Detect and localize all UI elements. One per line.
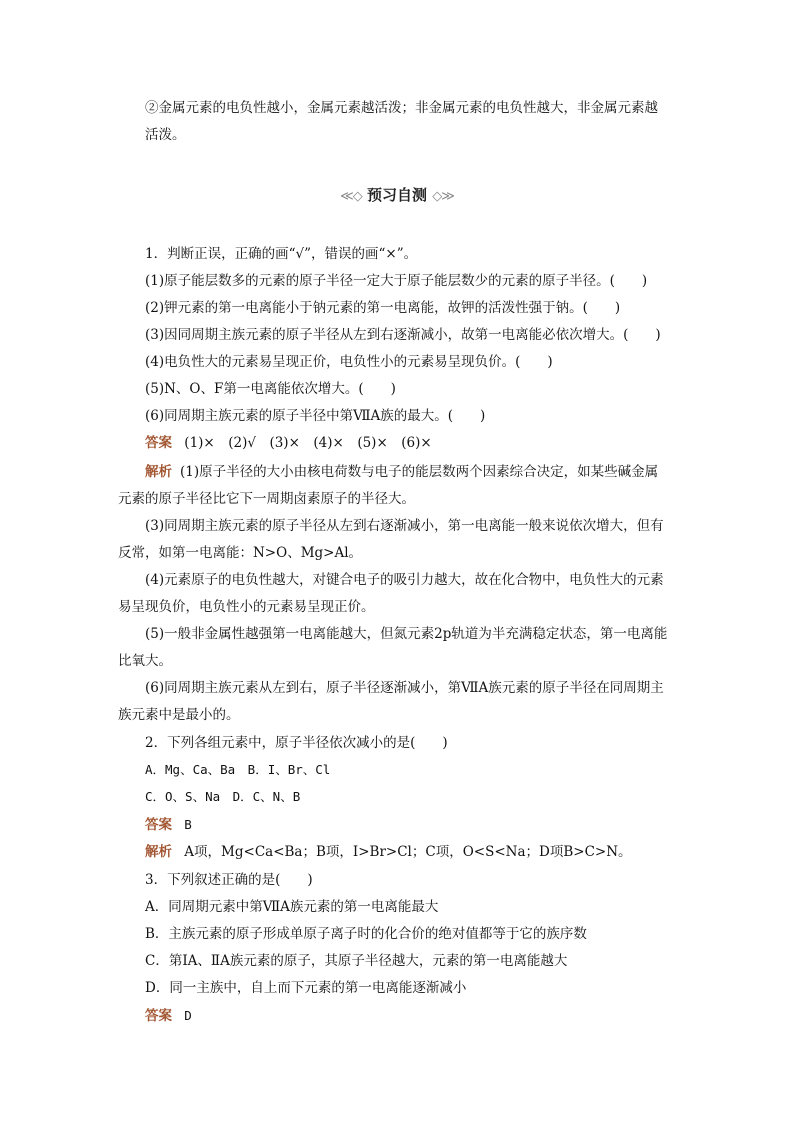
- q2-analysis-label: 解析: [145, 844, 172, 860]
- section-title: 预习自测: [366, 186, 427, 204]
- heading-left-decoration: ≪◇: [340, 189, 362, 204]
- q1-analysis-3-block: [118, 513, 668, 567]
- q2-answer-label: 答案: [145, 817, 172, 833]
- q1-analysis-1-block: [118, 459, 668, 513]
- q1-analysis-4-block: [118, 567, 668, 621]
- q1-analysis-6: (6)同周期主族元素从左到右，原子半径逐渐减小，第ⅦA族元素的原子半径在同周期主族元素中是最小的。: [118, 680, 664, 723]
- q1-analysis-3: (3)同周期主族元素的原子半径从左到右逐渐减小，第一电离能一般来说依次增大，但有反常，如第一电离能：N>O、Mg>Al。: [118, 518, 664, 561]
- q1-answer-row: [145, 433, 432, 453]
- q2-analysis-row: [145, 842, 632, 862]
- q2-answer-row: [145, 815, 192, 835]
- q1-item-3: (3)因同周期主族元素的原子半径从左到右逐渐减小，故第一电离能必依次增大。( ): [145, 327, 661, 343]
- q3-answer: D: [184, 1008, 192, 1023]
- section-heading: [0, 184, 794, 205]
- q2-options-line-2: C．O、S、Na D．C、N、B: [145, 789, 301, 804]
- q3-option-d: D．同一主族中，自上而下元素的第一电离能逐渐减小: [145, 980, 467, 996]
- q1-analysis-5: (5)一般非金属性越强第一电离能越大，但氮元素2p轨道为半充满稳定状态，第一电离能比氧大。: [118, 626, 668, 669]
- heading-right-decoration: ◇≫: [432, 189, 454, 204]
- q1-item-6: (6)同周期主族元素的原子半径中第ⅦA族的最大。( ): [145, 408, 486, 424]
- q3-answer-row: [145, 1006, 192, 1026]
- q1-analysis-label: 解析: [145, 464, 172, 480]
- q3-option-c: C．第ⅠA、ⅡA族元素的原子，其原子半径越大，元素的第一电离能越大: [145, 953, 568, 969]
- q1-item-1: (1)原子能层数多的元素的原子半径一定大于原子能层数少的元素的原子半径。( ): [145, 273, 648, 289]
- q3-option-a: A．同周期元素中第ⅦA族元素的第一电离能最大: [145, 899, 439, 915]
- q1-answer-label: 答案: [145, 435, 172, 451]
- q1-item-5: (5)N、O、F第一电离能依次增大。( ): [145, 381, 396, 397]
- q1-analysis-6-block: [118, 675, 668, 729]
- q2-answer: B: [184, 817, 192, 832]
- q2-stem: 2．下列各组元素中，原子半径依次减小的是( ): [145, 735, 448, 751]
- q3-option-b: B．主族元素的原子形成单原子离子时的化合价的绝对值都等于它的族序数: [145, 926, 587, 942]
- q1-stem: 1．判断正误，正确的画“√”，错误的画“×”。: [145, 246, 418, 262]
- q1-answer: (1)× (2)√ (3)× (4)× (5)× (6)×: [184, 435, 432, 451]
- q3-stem: 3．下列叙述正确的是( ): [145, 872, 313, 888]
- intro-paragraph: [145, 95, 665, 149]
- intro-text: ②金属元素的电负性越小，金属元素越活泼；非金属元素的电负性越大，非金属元素越活泼。: [145, 100, 658, 143]
- q3-answer-label: 答案: [145, 1008, 172, 1024]
- q1-analysis-1: (1)原子半径的大小由核电荷数与电子的能层数两个因素综合决定，如某些碱金属元素的原子半径比它下一周期卤素原子的半径大。: [118, 464, 659, 507]
- q2-analysis: A项，Mg<Ca<Ba；B项，I>Br>Cl；C项，O<S<Na；D项B>C>N。: [184, 844, 632, 860]
- q2-options-line-1: A．Mg、Ca、Ba B．I、Br、Cl: [145, 762, 331, 777]
- q1-analysis-4: (4)元素原子的电负性越大，对键合电子的吸引力越大，故在化合物中，电负性大的元素易呈现负价，电负性小的元素易呈现正价。: [118, 572, 664, 615]
- q1-analysis-5-block: [118, 621, 668, 675]
- q1-item-2: (2)钾元素的第一电离能小于钠元素的第一电离能，故钾的活泼性强于钠。( ): [145, 300, 621, 316]
- q1-item-4: (4)电负性大的元素易呈现正价，电负性小的元素易呈现负价。( ): [145, 354, 553, 370]
